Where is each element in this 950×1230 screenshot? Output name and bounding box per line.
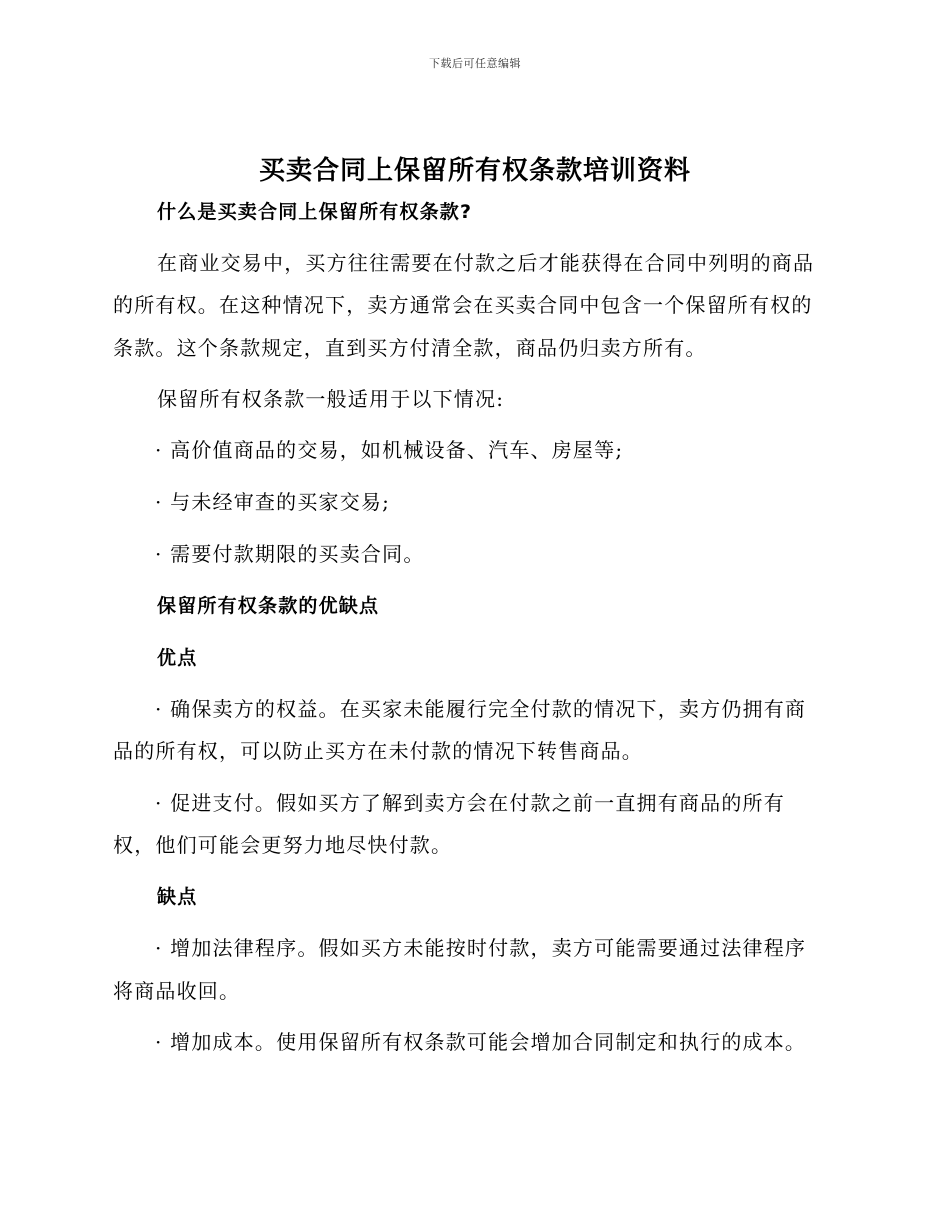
section-heading-pros-cons: 保留所有权条款的优缺点: [157, 595, 380, 617]
header-note: 下载后可任意编辑: [429, 57, 521, 70]
bullet-item: · 增加成本。使用保留所有权条款可能会增加合同制定和执行的成本。: [155, 1030, 807, 1054]
subheading-pros: 优点: [157, 647, 198, 669]
bullet-item: · 与未经审查的买家交易;: [155, 490, 391, 514]
paragraph-line: 品的所有权，可以防止买方在未付款的情况下转售商品。: [113, 739, 643, 763]
paragraph-line: 权，他们可能会更努力地尽快付款。: [113, 833, 453, 857]
bullet-item: · 确保卖方的权益。在买家未能履行完全付款的情况下，卖方仍拥有商: [155, 697, 807, 721]
subheading-cons: 缺点: [157, 886, 198, 908]
paragraph-line: 的所有权。在这种情况下，卖方通常会在买卖合同中包含一个保留所有权的: [113, 293, 813, 317]
paragraph-line: 保留所有权条款一般适用于以下情况:: [157, 387, 505, 411]
bullet-item: · 增加法律程序。假如买方未能按时付款，卖方可能需要通过法律程序: [155, 936, 807, 960]
section-heading-what-is: 什么是买卖合同上保留所有权条款?: [157, 201, 473, 223]
bullet-item: · 需要付款期限的买卖合同。: [155, 542, 425, 566]
document-title: 买卖合同上保留所有权条款培训资料: [258, 156, 691, 186]
paragraph-line: 将商品收回。: [113, 979, 241, 1003]
bullet-item: · 高价值商品的交易，如机械设备、汽车、房屋等;: [155, 438, 624, 462]
paragraph-line: 在商业交易中，买方往往需要在付款之后才能获得在合同中列明的商品: [157, 251, 815, 275]
bullet-item: · 促进支付。假如买方了解到卖方会在付款之前一直拥有商品的所有: [155, 791, 785, 815]
paragraph-line: 条款。这个条款规定，直到买方付清全款，商品仍归卖方所有。: [113, 336, 707, 360]
